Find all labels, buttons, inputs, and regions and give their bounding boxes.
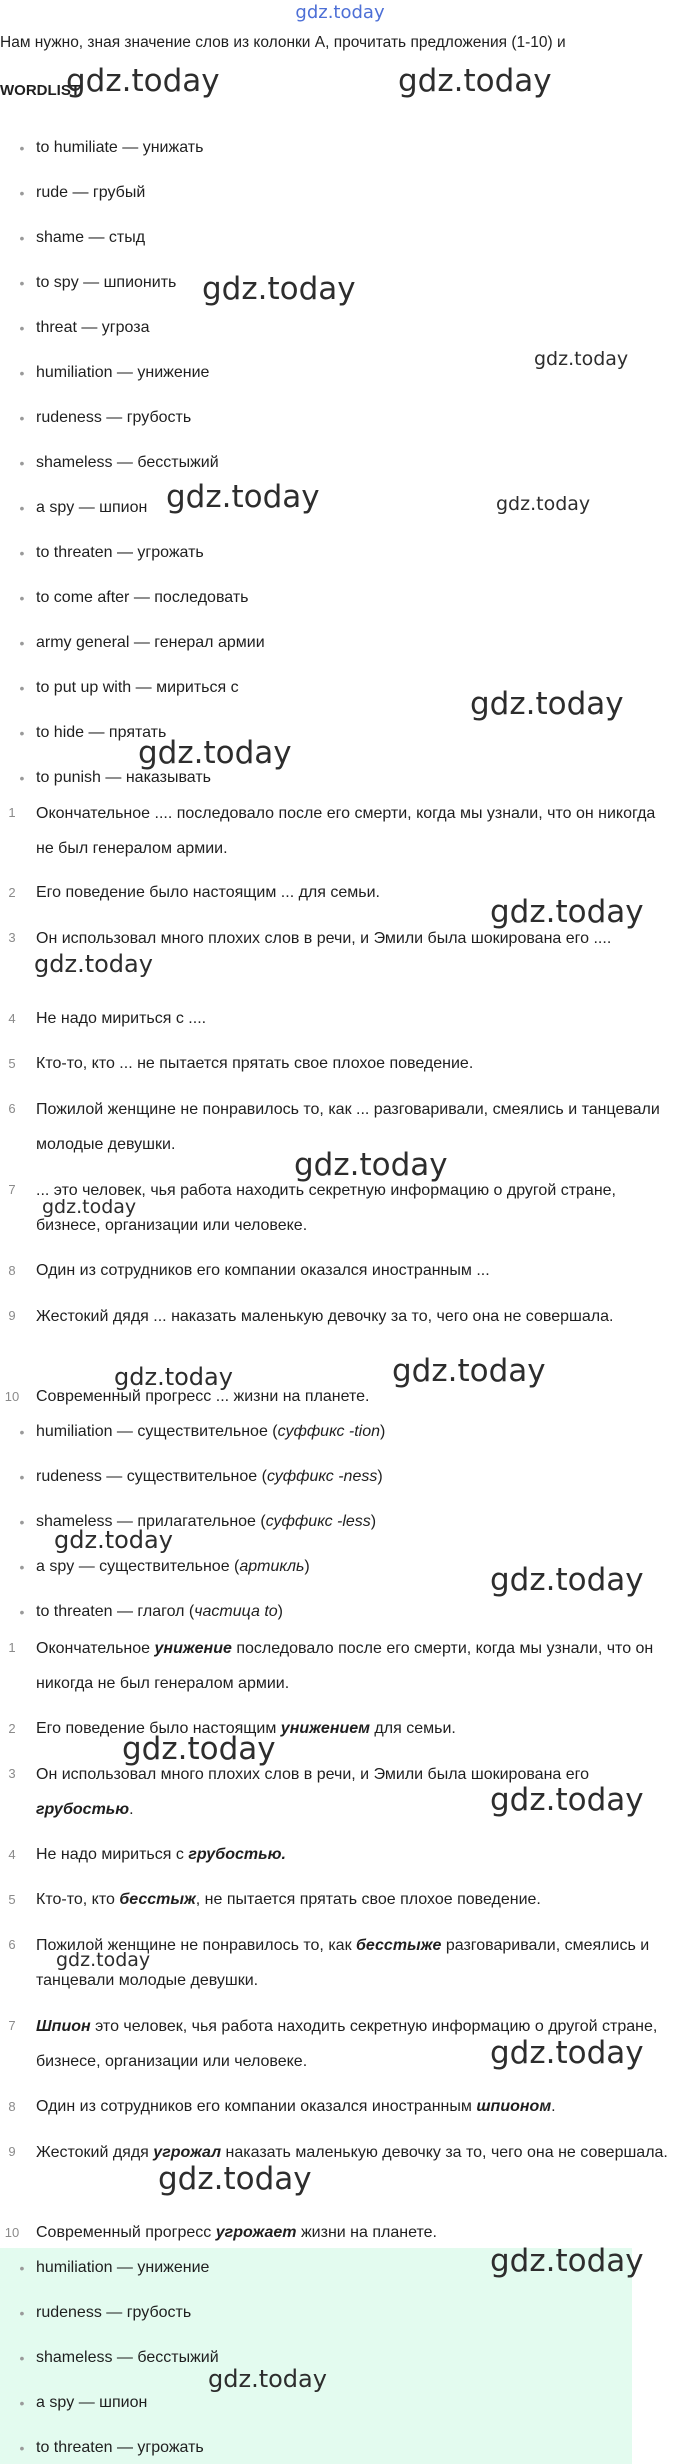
watermark: gdz.today <box>54 1526 173 1554</box>
watermark: gdz.today <box>42 1196 137 1218</box>
bullet-icon: • <box>19 320 25 336</box>
watermark: gdz.today <box>490 894 644 930</box>
site-logo[interactable]: gdz.today <box>295 2 385 23</box>
bullet-icon: • <box>19 590 25 606</box>
watermark: gdz.today <box>392 1353 546 1389</box>
bullet-icon: • <box>19 1514 25 1530</box>
bullet-icon: • <box>19 680 25 696</box>
bullet-icon: • <box>19 500 25 516</box>
bullet-icon: • <box>19 1424 25 1440</box>
watermark: gdz.today <box>158 2161 312 2197</box>
watermark: gdz.today <box>470 686 624 722</box>
bullet-icon: • <box>19 635 25 651</box>
watermark: gdz.today <box>202 271 356 307</box>
bullet-icon: • <box>19 140 25 156</box>
watermark: gdz.today <box>294 1147 448 1183</box>
bullet-icon: • <box>19 1604 25 1620</box>
watermark: gdz.today <box>534 348 629 370</box>
bullet-icon: • <box>19 230 25 246</box>
watermark: gdz.today <box>56 1949 151 1971</box>
watermark: gdz.today <box>166 479 320 515</box>
task-intro: Нам нужно, зная значение слов из колонки A, прочитать предложения (1-10) и <box>0 34 566 51</box>
bullet-icon: • <box>19 770 25 786</box>
bullet-icon: • <box>19 455 25 471</box>
watermark: gdz.today <box>398 63 552 99</box>
watermark: gdz.today <box>208 2365 327 2393</box>
watermark: gdz.today <box>496 493 591 515</box>
bullet-icon: • <box>19 2305 25 2321</box>
bullet-icon: • <box>19 725 25 741</box>
bullet-icon: • <box>19 410 25 426</box>
watermark: gdz.today <box>66 63 220 99</box>
watermark: gdz.today <box>490 1782 644 1818</box>
bullet-icon: • <box>19 2350 25 2366</box>
watermark: gdz.today <box>490 1562 644 1598</box>
bullet-icon: • <box>19 2440 25 2456</box>
watermark: gdz.today <box>490 2243 644 2279</box>
bullet-icon: • <box>19 185 25 201</box>
bullet-icon: • <box>19 1559 25 1575</box>
watermark: gdz.today <box>490 2035 644 2071</box>
bullet-icon: • <box>19 545 25 561</box>
bullet-icon: • <box>19 2395 25 2411</box>
bullet-icon: • <box>19 1469 25 1485</box>
watermark: gdz.today <box>138 735 292 771</box>
watermark: gdz.today <box>114 1363 233 1391</box>
bullet-icon: • <box>19 2260 25 2276</box>
bullet-icon: • <box>19 365 25 381</box>
watermark: gdz.today <box>34 950 153 978</box>
wordlist-heading: WORDLIST <box>0 82 80 99</box>
bullet-icon: • <box>19 275 25 291</box>
watermark: gdz.today <box>122 1731 276 1767</box>
